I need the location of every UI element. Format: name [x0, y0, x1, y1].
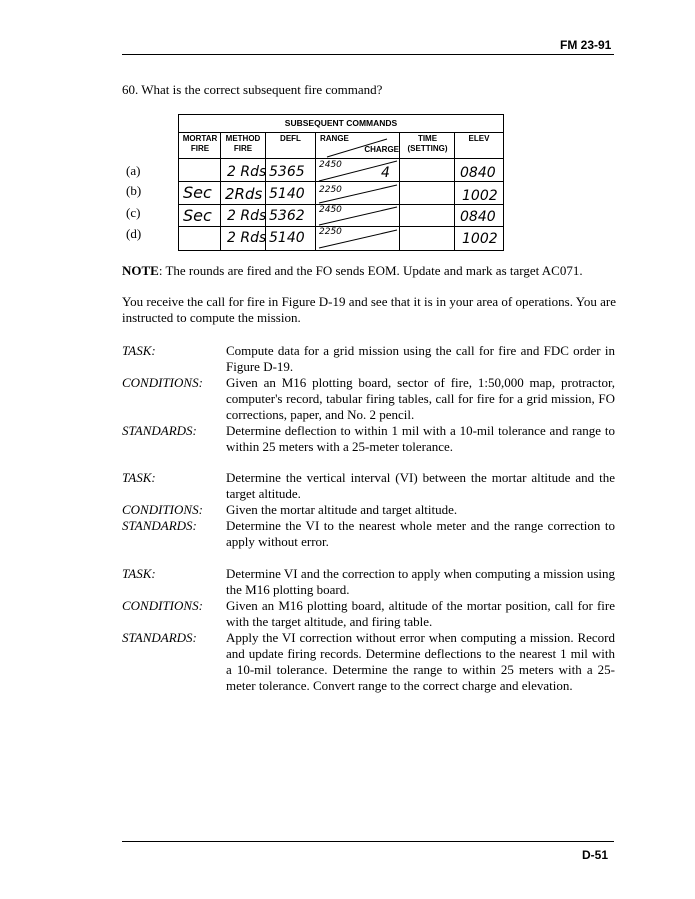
standards-label: STANDARDS: [122, 518, 197, 533]
row-label: (a) [126, 163, 141, 178]
question-text: 60. What is the correct subsequent fire command? [122, 82, 383, 97]
column-divider [454, 132, 455, 250]
task-label: TASK: [122, 470, 156, 485]
intro-paragraph: You receive the call for fire in Figure D-19 and see that it is in your area of operations. You are instructed to compute the mission. [122, 294, 616, 325]
note-text: : The rounds are fired and the FO sends EOM. Update and mark as target AC071. [158, 263, 583, 278]
row-a-defl: 5365 [269, 164, 305, 180]
standards-label: STANDARDS: [122, 630, 197, 645]
task-text: Determine VI and the correction to apply when computing a mission using the M16 plotting board. [226, 566, 615, 597]
row-d-elev: 1002 [462, 231, 498, 247]
subsequent-commands-table [178, 114, 504, 251]
row-c-defl: 5362 [269, 208, 305, 224]
row-d-defl: 5140 [269, 230, 305, 246]
task-label: TASK: [122, 566, 156, 581]
conditions-label: CONDITIONS: [122, 502, 203, 517]
header-diagonal [327, 139, 387, 157]
row-label: (d) [126, 226, 142, 241]
row-a-method: 2 Rds [227, 164, 267, 180]
conditions-text: Given the mortar altitude and target altitude. [226, 502, 458, 517]
note-label: NOTE [122, 263, 159, 278]
row-b-method: 2Rds [225, 185, 263, 203]
standards-text: Determine deflection to within 1 mil with a 10-mil tolerance and range to within 25 meters with a 25-meter tolerance. [226, 423, 615, 454]
task-label: TASK: [122, 343, 156, 358]
standards-label: STANDARDS: [122, 423, 197, 438]
row-c-mortar: Sec [183, 206, 212, 225]
column-divider [399, 132, 400, 250]
row-c-elev: 0840 [460, 209, 496, 225]
row-a-charge: 4 [381, 165, 390, 181]
row-label: (c) [126, 205, 141, 220]
row-d-range: 2250 [319, 227, 342, 237]
header-rule [122, 54, 614, 55]
conditions-text: Given an M16 plotting board, sector of fire, 1:50,000 map, protractor, computer's record, tabular firing tables, call for fire for a grid mission, FO corrections, paper, and No. 2 pencil. [226, 375, 615, 422]
col-header-mortar-fire: MORTAR FIRE [182, 134, 218, 153]
col-header-range: RANGE [320, 134, 349, 143]
note [122, 263, 616, 279]
col-header-defl: DEFL [280, 134, 301, 143]
row-a-elev: 0840 [460, 165, 496, 181]
conditions-label: CONDITIONS: [122, 375, 203, 390]
col-header-elev: ELEV [468, 134, 490, 143]
row-b-elev: 1002 [462, 188, 498, 204]
col-header-charge: CHARGE [364, 145, 399, 154]
row-d-method: 2 Rds [227, 230, 267, 246]
row-b-range: 2250 [319, 185, 342, 195]
row-c-range: 2450 [319, 205, 342, 215]
col-header-method-fire: METHOD FIRE [225, 134, 261, 153]
footer-rule [122, 841, 614, 842]
standards-text: Determine the VI to the nearest whole meter and the range correction to apply without error. [226, 518, 615, 549]
page-number: D-51 [582, 848, 609, 862]
manual-id: FM 23-91 [560, 38, 612, 52]
row-label: (b) [126, 183, 142, 198]
standards-text: Apply the VI correction without error when computing a mission. Record and update firing records. Determine deflections to the nearest 1 mil with a 10-mil tolerance. Determine the range to within 25 meters with a 25-meter tolerance. Convert range to the correct charge and elevation. [226, 630, 615, 693]
row-c-method: 2 Rds [227, 208, 267, 224]
table-title: SUBSEQUENT COMMANDS [179, 115, 503, 133]
task-text: Determine the vertical interval (VI) between the mortar altitude and the target altitude. [226, 470, 615, 501]
col-header-time: TIME (SETTING) [407, 134, 448, 153]
row-b-mortar: Sec [183, 183, 212, 202]
row-b-defl: 5140 [269, 186, 305, 202]
task-text: Compute data for a grid mission using the call for fire and FDC order in Figure D-19. [226, 343, 615, 374]
conditions-label: CONDITIONS: [122, 598, 203, 613]
row-a-range: 2450 [319, 160, 342, 170]
conditions-text: Given an M16 plotting board, altitude of the mortar position, call for fire with the target altitude, and firing table. [226, 598, 615, 629]
